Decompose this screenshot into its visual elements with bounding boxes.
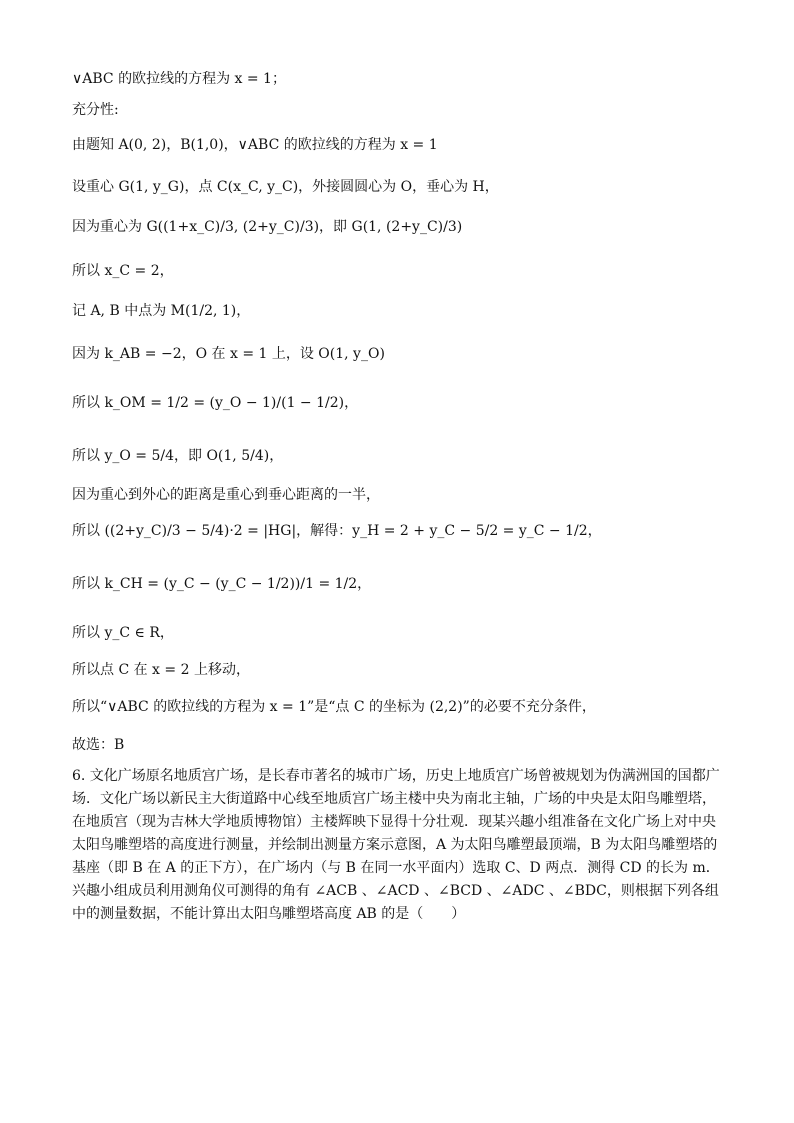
solution-line-15: 所以点 C 在 x = 2 上移动， xyxy=(72,662,250,678)
solution-line-4: 设重心 G(1, y_G)，点 C(x_C, y_C)，外接圆圆心为 O，垂心为 H， xyxy=(72,179,499,195)
solution-line-13: 所以 k_CH = (y_C − (y_C − 1/2))/1 = 1/2， xyxy=(72,576,372,592)
solution-line-12: 所以 ((2+y_C)/3 − 5/4)·2 = |HG|，解得：y_H = 2 + y_C − 5/2 = y_C − 1/2， xyxy=(72,523,602,539)
solution-line-11: 因为重心到外心的距离是重心到垂心距离的一半， xyxy=(72,487,380,503)
solution-line-16: 所以“∨ABC 的欧拉线的方程为 x = 1”是“点 C 的坐标为 (2,2)”的必要不充分条件， xyxy=(72,699,596,715)
solution-line-3: 由题知 A(0, 2)，B(1,0)，∨ABC 的欧拉线的方程为 x = 1 xyxy=(72,137,438,153)
solution-line-14: 所以 y_C ∈ R， xyxy=(72,625,174,641)
question-6-text: 6. 文化广场原名地质宫广场，是长春市著名的城市广场，历史上地质宫广场曾被规划为伪满洲国的国都广场．文化广场以新民主大街道路中心线至地质宫广场主楼中央为南北主轴，广场的中央是太阳鸟雕塑塔，在地质宫（现为吉林大学地质博物馆）主楼辉映下显得十分壮观．现某兴趣小组准备在文化广场上对中央太阳鸟雕塑塔的高度进行测量，并绘制出测量方案示意图，A 为太阳鸟雕塑最顶端，B 为太阳鸟雕塑塔的基座（即 B 在 A 的正下方），在广场内（与 B 在同一水平面内）选取 C、D 两点．测得 CD 的长为 m．兴趣小组成员利用测角仪可测得的角有 ∠ACB 、∠ACD 、∠BCD 、∠ADC 、∠BDC，则根据下列各组中的测量数据，不能计算出太阳鸟雕塑塔高度 AB 的是（ ） xyxy=(72,768,720,922)
solution-line-5: 因为重心为 G((1+x_C)/3, (2+y_C)/3)，即 G(1, (2+y_C)/3) xyxy=(72,219,463,235)
solution-line-2: 充分性: xyxy=(72,102,119,118)
solution-line-10: 所以 y_O = 5/4，即 O(1, 5/4)， xyxy=(72,448,284,464)
solution-line-7: 记 A, B 中点为 M(1/2, 1)， xyxy=(72,303,251,319)
solution-line-6: 所以 x_C = 2， xyxy=(72,263,174,279)
solution-line-1: ∨ABC 的欧拉线的方程为 x = 1； xyxy=(72,71,286,87)
answer-line: 故选：B xyxy=(72,737,125,753)
solution-line-8: 因为 k_AB = −2，O 在 x = 1 上，设 O(1, y_O) xyxy=(72,346,385,362)
solution-line-9: 所以 k_OM = 1/2 = (y_O − 1)/(1 − 1/2)， xyxy=(72,395,359,411)
